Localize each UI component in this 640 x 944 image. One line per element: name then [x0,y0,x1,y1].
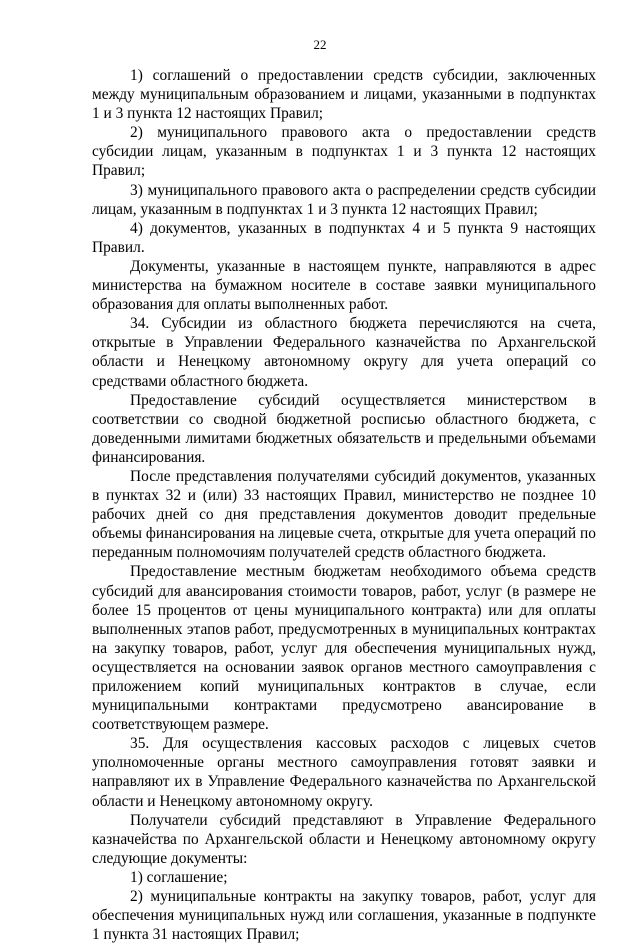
paragraph-list-item-1: 1) соглашение; [130,868,228,886]
page-number: 22 [313,37,327,52]
document-body [92,66,596,944]
paragraph-local-budgets: Предоставление местным бюджетам необходимого объема средств субсидий для авансирования стоимости товаров, работ, услуг (в размере не более 15 процентов от цены муниципального контракта) или для оплаты выполненных этапов работ, предусмотренных в муниципальных контрактах на закупку товаров, работ, услуг для обеспечения муниципальных нужд, осуществляется на основании заявок органов местного самоуправления с приложением копий муниципальных контрактов в случае, если муниципальными контрактами предусмотрено авансирование в соответствующем размере. [92,563,596,734]
paragraph-documents-delivery: Документы, указанные в настоящем пункте, направляются в адрес министерства на бумажном носителе в составе заявки муниципального образования для оплаты выполненных работ. [92,257,596,314]
paragraph-item-4: 4) документов, указанных в подпунктах 4 и 5 пункта 9 настоящих Правил. [92,219,596,256]
paragraph-recipients-submit: Получатели субсидий представляют в Управление Федерального казначейства по Архангельской области и Ненецкому автономному округу следующие документы: [92,811,596,867]
paragraph-item-1: 1) соглашений о предоставлении средств субсидии, заключенных между муниципальным образованием и лицами, указанными в подпунктах 1 и 3 пункта 12 настоящих Правил; [92,67,596,123]
paragraph-list-item-2: 2) муниципальные контракты на закупку товаров, работ, услуг для обеспечения муниципальных нужд или соглашения, указанные в подпункте 1 пункта 31 настоящих Правил; [92,888,596,944]
paragraph-item-3: 3) муниципального правового акта о распределении средств субсидии лицам, указанным в подпунктах 1 и 3 пункта 12 настоящих Правил; [92,181,596,218]
paragraph-clause-34: 34. Субсидии из областного бюджета перечисляются на счета, открытые в Управлении Федерального казначейства по Архангельской области и Ненецкому автономному округу для учета операций со средствами областного бюджета. [92,315,596,390]
paragraph-clause-35: 35. Для осуществления кассовых расходов с лицевых счетов уполномоченные органы местного самоуправления готовят заявки и направляют их в Управление Федерального казначейства по Архангельской области и Ненецкому автономному округу. [92,735,596,810]
paragraph-subsidy-provision: Предоставление субсидий осуществляется министерством в соответствии со сводной бюджетной росписью областного бюджета, с доведенными лимитами бюджетных обязательств и предельными объемами финансирования. [92,391,596,466]
paragraph-after-submission: После представления получателями субсидий документов, указанных в пунктах 32 и (или) 33 настоящих Правил, министерство не позднее 10 рабочих дней со дня представления документов доводит предельные объемы финансирования на лицевые счета, открытые для учета операций по переданным полномочиям получателей средств областного бюджета. [92,467,596,562]
paragraph-item-2: 2) муниципального правового акта о предоставлении средств субсидии лицам, указанным в подпунктах 1 и 3 пункта 12 настоящих Правил; [92,124,596,180]
